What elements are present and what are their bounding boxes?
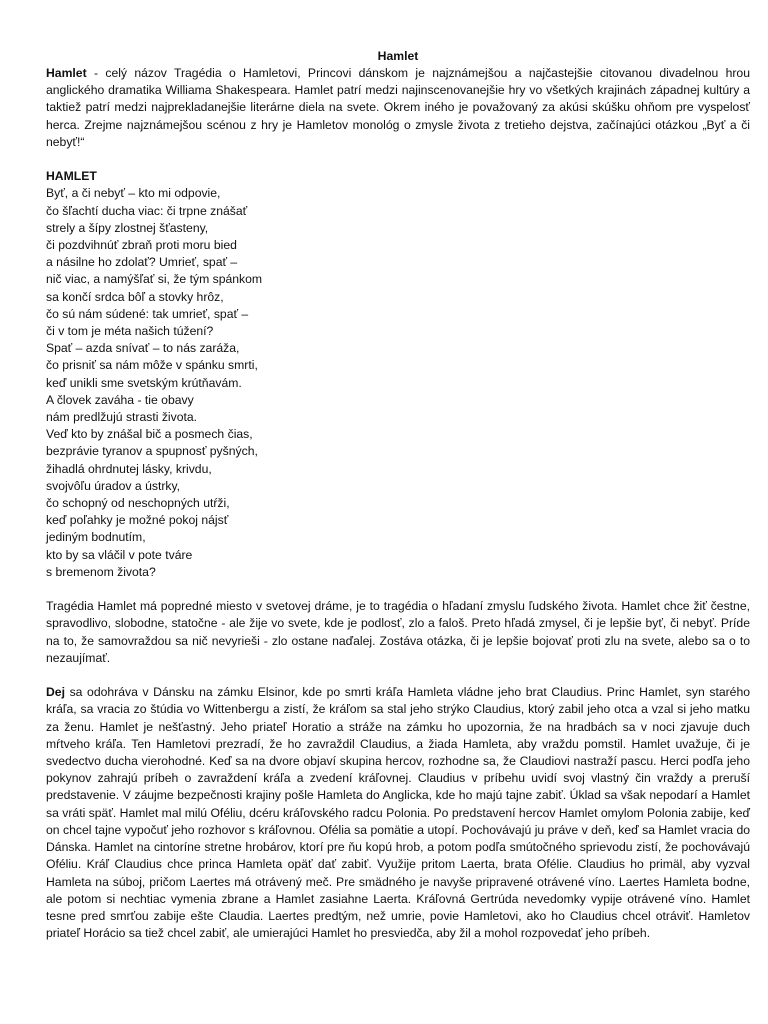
poem-line: kto by sa vláčil v pote tváre xyxy=(46,547,193,562)
poem-line: žihadlá ohrdnutej lásky, krivdu, xyxy=(46,461,212,476)
plot-lead: Dej xyxy=(46,685,65,700)
tragedy-paragraph: Tragédia Hamlet má popredné miesto v svetovej dráme, je to tragédia o hľadaní zmyslu ľudského života. Hamlet chce žiť čestne, spravodlivo, slobodne, statočne - ale žije vo svete, kde je podlosť, zlo a faloš. Preto hľadá zmysel, či je lepšie byť, či nebyť. Príde na to, že samovraždou sa nič nevyrieši - zlo ostane naďalej. Zostáva otázka, či je lepšie bojovať proti zlu na svete, alebo sa o to nezaujímať. xyxy=(46,599,750,665)
poem-line: čo sú nám súdené: tak umrieť, spať – xyxy=(46,306,249,321)
plot-text: sa odohráva v Dánsku na zámku Elsinor, kde po smrti kráľa Hamleta vládne jeho brat Claudius. Princ Hamlet, syn starého kráľa, sa vracia zo štúdia vo Wittenbergu a zistí, že kráľom sa stal jeho strýko Claudius, ktorý zabil jeho otca a vzal si jeho matku za ženu. Hamlet je nešťastný. Jeho priateľ Horatio a stráže na zámku ho upozornia, že na hradbách sa v noci zjavuje duch mŕtveho kráľa. Ten Hamletovi prezradí, že ho zavraždil Claudius, a žiada Hamleta, aby vraždu pomstil. Hamlet uvažuje, či je svedectvo ducha vierohodné. Keď sa na dvore objaví skupina hercov, rozhodne sa, že Claudiovi nastraží pascu. Herci podľa jeho pokynov zahrajú príbeh o zavraždení kráľa a zvedení kráľovnej. Claudius v príbehu uvidí svoj vlastný čin vraždy a preruší predstavenie. V záujme bezpečnosti krajiny pošle Hamleta do Anglicka, kde ho majú tajne zabiť. Úklad sa však nepodarí a Hamlet sa vráti späť. Hamlet mal milú Oféliu, dcéru kráľovského radcu Polonia. Po predstavení hercov Hamlet omylom Polonia zabije, keď on chcel tajne vypočuť jeho rozhovor s kráľovnou. Ofélia sa pomätie a utopí. Pochovávajú ju práve v deň, keď sa Hamlet vracia do Dánska. Hamlet na cintoríne stretne hrobárov, ktorí pre ňu kopú hrob, a potom podľa smútočného sprievodu zistí, že pochovávajú Oféliu. Kráľ Claudius chce princa Hamleta opäť dať zabiť. Využije pritom Laerta, brata Ofélie. Claudius ho primäl, aby vyzval Hamleta na súboj, pričom Laertes má otrávený meč. Pre smädného je navyše pripravené otrávené víno. Laertes Hamleta bodne, ale potom si nechtiac vymenia zbrane a Hamlet zasiahne Laerta. Kráľovná Gertrúda nevedomky vypije otrávené víno. Hamlet tesne pred smrťou zabije ešte Claudia. Laertes predtým, než umrie, povie Hamletovi, ako ho Claudius chcel otráviť. Hamletov priateľ Horácio sa tiež chcel zabiť, ale umierajúci Hamlet ho presviedča, aby žil a mohol rozpovedať jeho príbeh. xyxy=(46,685,750,941)
poem-line: či v tom je méta našich túžení? xyxy=(46,324,214,339)
spacer xyxy=(46,151,750,168)
document-title: Hamlet xyxy=(377,49,419,63)
poem-line: čo prisniť sa nám môže v spánku smrti, xyxy=(46,358,258,373)
spacer xyxy=(46,581,750,598)
poem-line: sa končí srdca bôľ a stovky hrôz, xyxy=(46,289,224,304)
poem-line: Spať – azda snívať – to nás zaráža, xyxy=(46,341,240,356)
poem-line: strely a šípy zlostnej šťasteny, xyxy=(46,220,209,235)
poem-line: a násilne ho zdolať? Umrieť, spať – xyxy=(46,255,238,270)
poem-speaker: HAMLET xyxy=(46,169,97,184)
intro-paragraph xyxy=(46,65,750,151)
poem-line: s bremenom života? xyxy=(46,564,156,579)
poem-line: svojvôľu úradov a ústrky, xyxy=(46,478,181,493)
spacer xyxy=(46,667,750,684)
document-page xyxy=(46,48,750,942)
intro-text: - celý názov Tragédia o Hamletovi, Princovi dánskom je najznámejšou a najčastejšie citovanou divadelnou hrou anglického dramatika Williama Shakespeara. Hamlet patrí medzi najinscenovanejšie hry vo všetkých krajinách západnej kultúry a taktiež patrí medzi najprekladanejšie literárne diela na svete. Okrem iného je považovaný za akúsi skúšku ohňom pre vyspelosť herca. Zrejme najznámejšou scénou z hry je Hamletov monológ o zmysle života z tretieho dejstva, začínajúci otázkou „Byť a či nebyť!“ xyxy=(46,66,750,149)
poem-line: nám predlžujú strasti života. xyxy=(46,410,198,425)
poem-line: jediným bodnutím, xyxy=(46,530,146,545)
intro-lead: Hamlet xyxy=(46,66,87,80)
poem-line: keď poľahky je možné pokoj nájsť xyxy=(46,513,229,528)
poem-line: bezprávie tyranov a spupnosť pyšných, xyxy=(46,444,258,459)
poem-line: čo šľachtí ducha viac: či trpne znášať xyxy=(46,203,248,218)
poem-line: nič viac, a namýšľať si, že tým spánkom xyxy=(46,272,263,287)
plot-paragraph xyxy=(46,684,750,942)
poem-line: A človek zaváha - tie obavy xyxy=(46,392,194,407)
poem-line: keď unikli sme svetským krútňavám. xyxy=(46,375,242,390)
poem-monologue xyxy=(46,185,750,581)
poem-line: Byť, a či nebyť – kto mi odpovie, xyxy=(46,186,221,201)
poem-line: Veď kto by znášal bič a posmech čias, xyxy=(46,427,253,442)
poem-line: či pozdvihnúť zbraň proti moru bied xyxy=(46,238,237,253)
poem-line: čo schopný od neschopných utŕži, xyxy=(46,496,230,511)
